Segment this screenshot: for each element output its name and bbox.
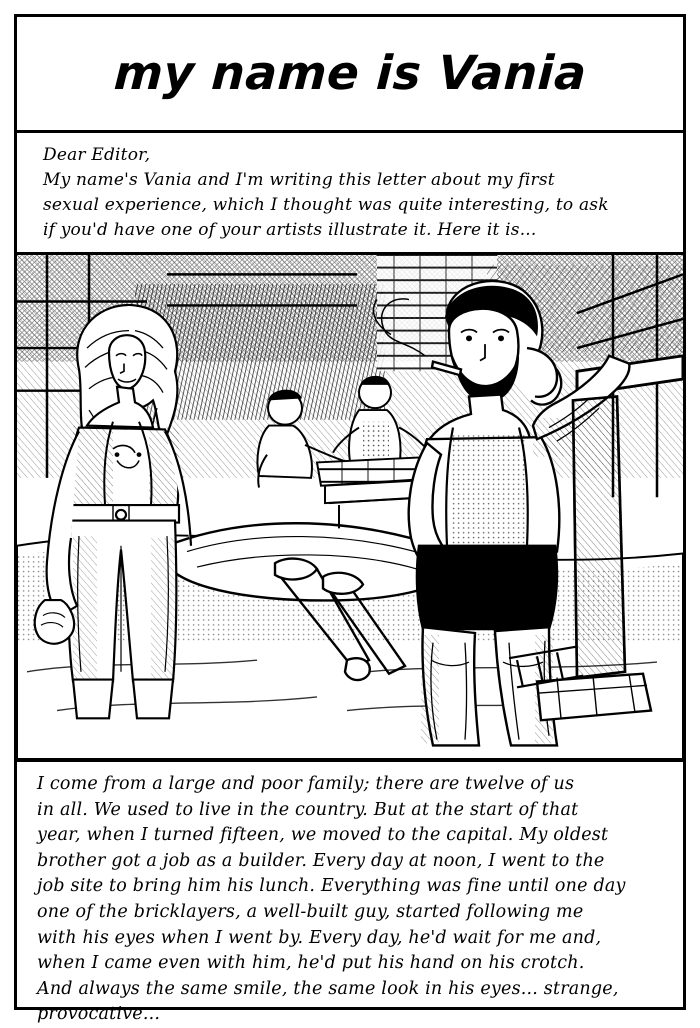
- letter-intro-block: [17, 133, 683, 255]
- narration-line: in all. We used to live in the country. But at the start of that: [37, 799, 579, 820]
- narration-line: one of the bricklayers, a well-built guy, started following me: [37, 901, 584, 922]
- narration-line: when I came even with him, he'd put his hand on his crotch.: [37, 953, 585, 974]
- narration-line: job site to bring him his lunch. Everything was fine until one day: [37, 876, 626, 897]
- narration-line: year, when I turned fifteen, we moved to the capital. My oldest: [37, 825, 609, 846]
- narration-line: brother got a job as a builder. Every day at noon, I went to the: [37, 850, 605, 871]
- narration-line: And always the same smile, the same look in his eyes... strange,: [37, 978, 619, 999]
- narration-line: provocative...: [37, 1004, 161, 1025]
- letter-line: sexual experience, which I thought was quite interesting, to ask: [43, 195, 609, 215]
- letter-line: if you'd have one of your artists illustrate it. Here it is...: [43, 220, 537, 240]
- page-frame: [14, 14, 686, 1025]
- comic-art-panel: [17, 255, 683, 762]
- page-title: my name is Vania: [112, 46, 588, 101]
- narration-line: I come from a large and poor family; there are twelve of us: [37, 774, 575, 794]
- title-banner: [17, 17, 683, 133]
- letter-line: My name's Vania and I'm writing this letter about my first: [43, 170, 555, 190]
- letter-line: Dear Editor,: [43, 145, 151, 165]
- comic-illustration: [17, 255, 683, 759]
- narration-block: [17, 762, 683, 1025]
- narration-line: with his eyes when I went by. Every day, he'd wait for me and,: [37, 927, 602, 948]
